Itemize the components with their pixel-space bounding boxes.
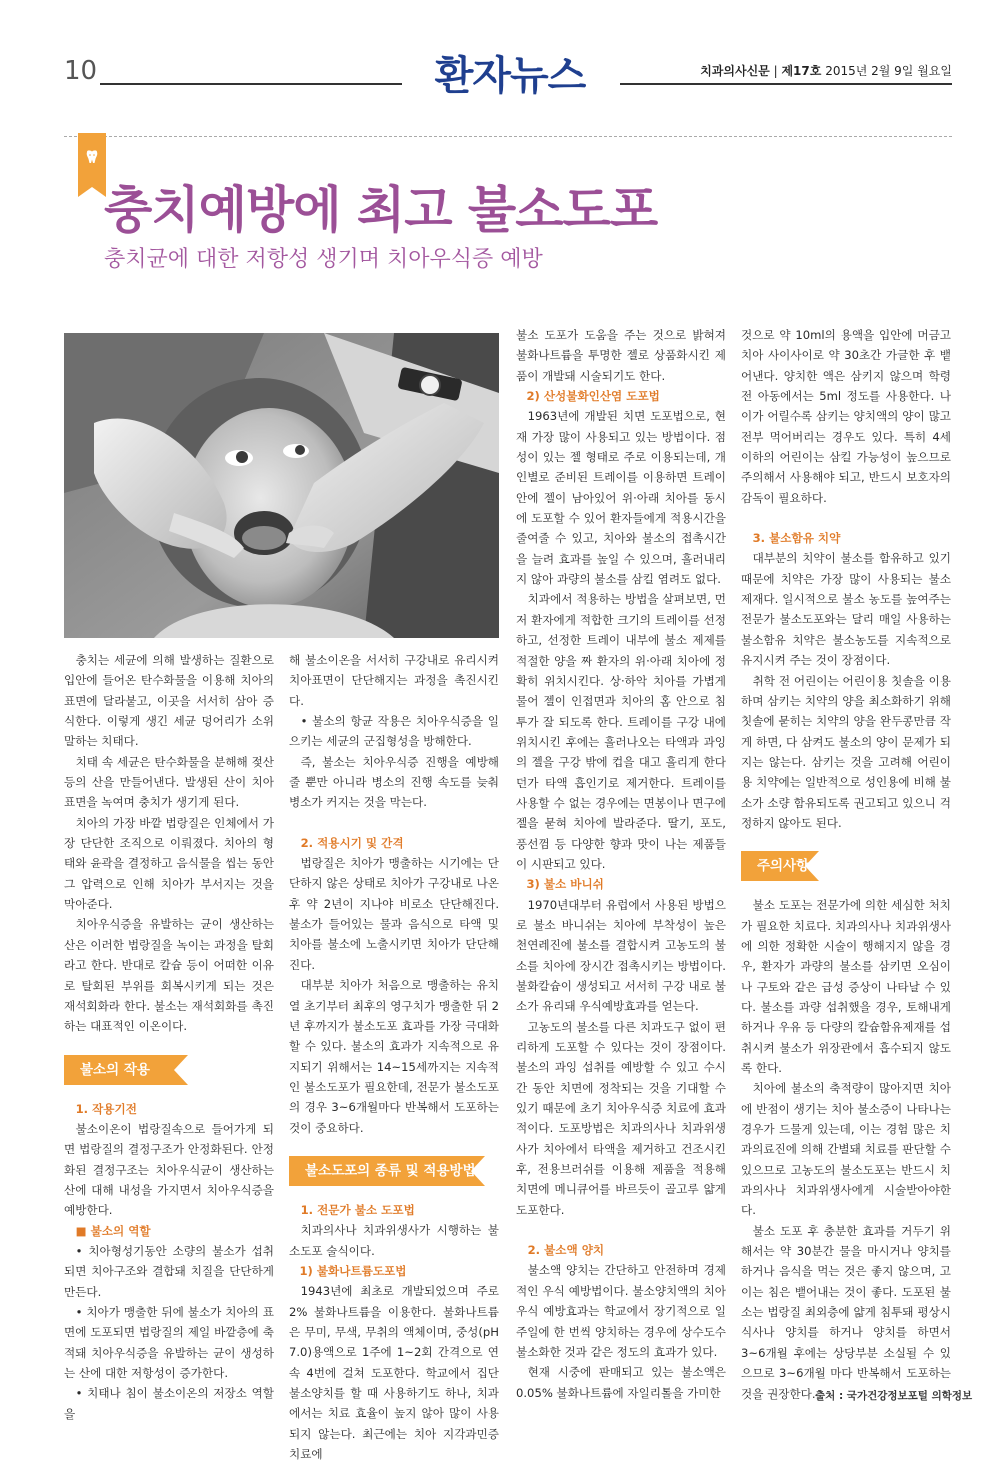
paper-name: 치과의사신문 [700,64,770,78]
paragraph: 것으로 약 10ml의 용액을 입안에 머금고 치아 사이사이로 약 30초간 가글한 후 뱉어낸다. 양치한 액은 삼키지 않으며 학령전 아동에서는 5ml 정도를 사용한다. 나이가 어릴수록 삼키는 양치액의 양이 많고 전부 먹어버리는 경우도 있다. 특히 4세 이하의 어린이는 삼킬 가능성이 높으므로 주의해서 사용해야 되고, 반드시 보호자의 감독이 필요하다. [741,328,951,505]
issue-number: 제17호 [781,64,822,78]
paragraph: 대부분의 치약이 불소를 함유하고 있기 때문에 치약은 가장 많이 사용되는 불소 제재다. 일시적으로 불소 농도를 높여주는 전문가 불소도포와는 달리 매일 사용하는 불소함유 치약은 불소농도를 지속적으로 유지시켜 주는 것이 장점이다. [741,551,951,668]
subheading: 1. 작용기전 [75,1101,137,1116]
paragraph: 1970년대부터 유럽에서 사용된 방법으로 불소 바니쉬는 치아에 부착성이 높은 천연레진에 불소를 결합시켜 고농도의 불소를 치아에 장시간 접촉시키는 방법이다. 불화칼슘이 생성되고 서서히 구강 내로 불소가 유리돼 우식예방효과를 얻는다. [516,897,726,1014]
paragraph: 불소이온이 법랑질속으로 들어가게 되면 법랑질의 결정구조가 안정화된다. 안정화된 결정구조는 치아우식균이 생산하는 산에 대해 내성을 가지면서 치아우식증을 예방한다. [64,1121,274,1218]
paragraph: 1963년에 개발된 치면 도포법으로, 현재 가장 많이 사용되고 있는 방법이다. 점성이 있는 젤 형태로 주로 이용되는데, 개인별로 준비된 트레이를 이용하면 트레이 안에 젤이 남아있어 위·아래 치아를 동시에 도포할 수 있어 환자들에게 적용시간을 줄여줄 수 있고, 치아와 불소의 접촉시간을 늘려 효과를 높일 수 있으며, 흘러내리지 않아 과량의 불소를 삼킬 염려도 없다. [516,409,726,587]
column-1 [64,650,274,1424]
paragraph: 충치는 세균에 의해 발생하는 질환으로 입안에 들어온 탄수화물을 이용해 치아의 표면에 달라붙고, 이곳을 서서히 삼아 증식한다. 이렇게 생긴 세균 덩어리가 소위 말하는 치태다. [64,653,274,749]
paragraph: 1943년에 최초로 개발되었으며 주로 2% 불화나트륨을 이용한다. 불화나트륨은 무미, 무색, 무취의 액체이며, 중성(pH 7.0)용액으로 1주에 1~2회 간격으로 연속 4번에 걸쳐 도포한다. 학교에서 집단 불소양치를 할 때 사용하기도 하나, 치과에서는 치료 효율이 높지 않아 많이 사용되지 않는다. 최근에는 치아 지각과민증 치료에 [289,1284,499,1462]
masthead-title: 환자뉴스 [434,53,586,99]
paragraph: 불소 도포는 전문가에 의한 세심한 처치가 필요한 치료다. 치과의사나 치과위생사에 의한 정확한 시술이 행해지지 않을 경우, 환자가 과량의 불소를 삼키면 오심이나 구토와 같은 급성 증상이 나타날 수 있다. 불소를 과량 섭취했을 경우, 토해내게 하거나 우유 등 다량의 칼슘함유제재를 섭취시켜 불소가 위장관에서 흡수되지 않도록 한다. [741,898,951,1075]
paragraph: 불소 도포가 도움을 주는 것으로 밝혀져 불화나트륨을 투명한 젤로 상품화시킨 제품이 개발돼 시술되기도 한다. [516,328,726,383]
paragraph: • 치아형성기동안 소량의 불소가 섭취되면 치아구조와 결합돼 치질을 단단하게 만든다. [64,1243,274,1299]
paragraph: 불소액 양치는 간단하고 안전하며 경제적인 우식 예방법이다. 불소양치액의 치아우식 예방효과는 학교에서 장기적으로 일주일에 한 번씩 양치하는 경우에 상수도수 불소화한 것과 같은 정도의 효과가 있다. [516,1263,726,1359]
paragraph: 치아우식증을 유발하는 균이 생산하는 산은 이러한 법랑질을 녹이는 과정을 탈회라고 한다. 반대로 칼슘 등이 어떠한 이유로 탈회된 부위를 회복시키게 되는 것은 재석회화라 한다. 불소는 재석회화를 촉진하는 대표적인 이온이다. [64,917,274,1034]
paragraph: 치아에 불소의 축적량이 많아지면 치아에 반점이 생기는 치아 불소증이 나타나는 경우가 드물게 있는데, 이는 경험 많은 치과의료진에 의해 간별돼 치료를 판단할 수 있으므로 고농도의 불소도포는 반드시 치과의사나 치과위생사에게 시술받아야한다. [741,1081,951,1218]
page-number: 10 [64,56,98,86]
article-photo [64,333,499,638]
column-3 [516,325,726,1403]
child-dental-exam-photo [64,333,499,638]
header-rule-right [620,83,952,85]
paragraph: 고농도의 불소를 다른 치과도구 없이 편리하게 도포할 수 있다는 것이 장점이다. 불소의 과잉 섭취를 예방할 수 있고 수시간 동안 치면에 정착되는 것을 기대할 수 있기 때문에 초기 치아우식증 치료에 효과적이다. 도포방법은 치과의사나 치과위생사가 치아에서 타액을 제거하고 건조시킨 후, 전용브러쉬를 이용해 제품을 적용해 치면에 메니큐어를 바르듯이 골고루 얇게 도포한다. [516,1019,726,1217]
article-headline: 충치예방에 최고 불소도포 [104,181,658,239]
banner-label: 불소도포의 종류 및 적용방법 [305,1162,476,1179]
issue-date: 2015년 2월 9일 월요일 [825,64,952,78]
column-2 [289,650,499,1464]
article-subheadline: 충치균에 대한 저항성 생기며 치아우식증 예방 [104,247,543,272]
paragraph: • 불소의 항균 작용은 치아우식증을 일으키는 세균의 군집형성을 방해한다. [289,714,499,749]
header-rule-left [100,83,402,85]
paragraph: 치과에서 적용하는 방법을 살펴보면, 먼저 환자에게 적합한 크기의 트레이를 선정하고, 선정한 트레이 내부에 불소 제제를 적절한 양을 짜 환자의 위·아래 치아에 정확히 위치시킨다. 상·하악 치아를 가볍게 물어 젤이 인접면과 치아의 홈 안으로 침투가 잘 되도록 한다. 트레이를 구강 내에 위치시킨 후에는 흘러나오는 타액과 과잉의 젤을 구강 밖에 컵을 대고 흘리게 한다던가 타액 흡인기로 제거한다. 트레이를 사용할 수 없는 경우에는 면봉이나 면구에 젤을 묻혀 치아에 발라준다. 딸기, 포도, 풍선껌 등 다양한 향과 맛이 나는 제품들이 시판되고 있다. [516,592,726,871]
subheading: 2. 불소액 양치 [527,1243,605,1258]
subheading: 3) 불소 바니쉬 [526,877,604,892]
publication-info [700,62,952,79]
subheading: 2. 적용시기 및 간격 [300,835,404,850]
section-tag [78,133,106,187]
banner-label: 불소의 작용 [80,1061,150,1078]
paragraph: 해 불소이온을 서서히 구강내로 유리시켜 치아표면이 단단해지는 과정을 촉진시킨다. [289,653,499,708]
paragraph: 즉, 불소는 치아우식증 진행을 예방해 줄 뿐만 아니라 병소의 진행 속도를 늦춰 병소가 커지는 것을 막는다. [289,754,499,810]
paragraph: 대부분 치아가 처음으로 맹출하는 유치열 초기부터 최후의 영구치가 맹출한 뒤 2년 후까지가 불소도포 효과를 가장 극대화 할 수 있다. 불소의 효과가 지속적으로 유지되기 위해서는 14~15세까지는 지속적인 불소도포가 필요한데, 전문가 불소도포의 경우 3~6개월마다 반복해서 도포하는 것이 중요하다. [289,978,499,1135]
section-banner-cautions [741,851,951,881]
subheading: 1. 전문가 불소 도포법 [300,1202,415,1217]
banner-label: 주의사항 [757,858,810,875]
pubinfo-sep: | [773,64,782,78]
paragraph: • 치태나 침이 불소이온의 저장소 역할을 [64,1386,274,1421]
subheading: 2) 산성불화인산염 도포법 [526,389,660,404]
paragraph: 치태 속 세균은 탄수화물을 분해해 젖산 등의 산을 만들어낸다. 발생된 산이 치아 표면을 녹여며 충치가 생기게 된다. [64,754,274,810]
paragraph: 치아의 가장 바깥 법랑질은 인체에서 가장 단단한 조직으로 이뤄졌다. 치아의 형태와 윤곽을 결정하고 음식물을 씹는 동안 그 압력으로 인해 치아가 부서지는 것을 막아준다. [64,815,274,912]
paragraph: 현재 시중에 판매되고 있는 불소액은 0.05% 불화나트륨에 자일리톨을 가미한 [516,1365,726,1400]
note-heading: ■ 불소의 역할 [75,1223,151,1238]
paragraph: 취학 전 어린이는 어린이용 칫솔을 이용하며 삼키는 치약의 양을 최소화하기 위해 칫솔에 묻히는 치약의 양을 완두콩만큼 작게 하면, 다 삼켜도 불소의 양이 문제가 되지는 않는다. 삼키는 것을 고려해 어린이용 치약에는 일반적으로 성인용에 비해 불소가 소량 함유되도록 권고되고 있으니 걱정하지 않아도 된다. [741,673,951,830]
paragraph: 불소 도포 후 충분한 효과를 거두기 위해서는 약 30분간 물을 마시거나 양치를 하거나 음식을 먹는 것은 좋지 않으며, 고이는 침은 뱉어내는 것이 좋다. 도포된 불소는 법랑질 최외층에 얇게 침투돼 평상시 식사나 양치를 하거나 양치를 하면서 3~6개월 후에는 상당부분 소실될 수 있으므로 3~6개월 마다 반복해서 도포하는 것을 권장한다. [741,1223,951,1401]
section-banner-fluoride-action [64,1055,274,1085]
paragraph: • 치아가 맹출한 뒤에 불소가 치아의 표면에 도포되면 법랑질의 제일 바깥층에 축적돼 치아우식증을 유발하는 균이 생성하는 산에 대한 저항성이 증가한다. [64,1304,274,1380]
subheading: 3. 불소함유 치약 [752,531,841,546]
paragraph: 법랑질은 치아가 맹출하는 시기에는 단단하지 않은 상태로 치아가 구강내로 나온 후 약 2년이 지나야 비로소 단단해진다. 불소가 들어있는 물과 음식으로 타액 및 치아를 불소에 노출시키면 치아가 단단해진다. [289,856,499,972]
paragraph: 치과의사나 치과위생사가 시행하는 불소도포 술식이다. [289,1223,499,1258]
subheading: 1) 불화나트륨도포법 [299,1263,407,1278]
article-source: 출처 : 국가건강정보포털 의학정보 [815,1390,973,1402]
header-dashed-divider [64,136,952,137]
tooth-icon [84,149,100,165]
section-banner-fluoride-types [289,1156,499,1186]
column-4 [741,325,951,1404]
